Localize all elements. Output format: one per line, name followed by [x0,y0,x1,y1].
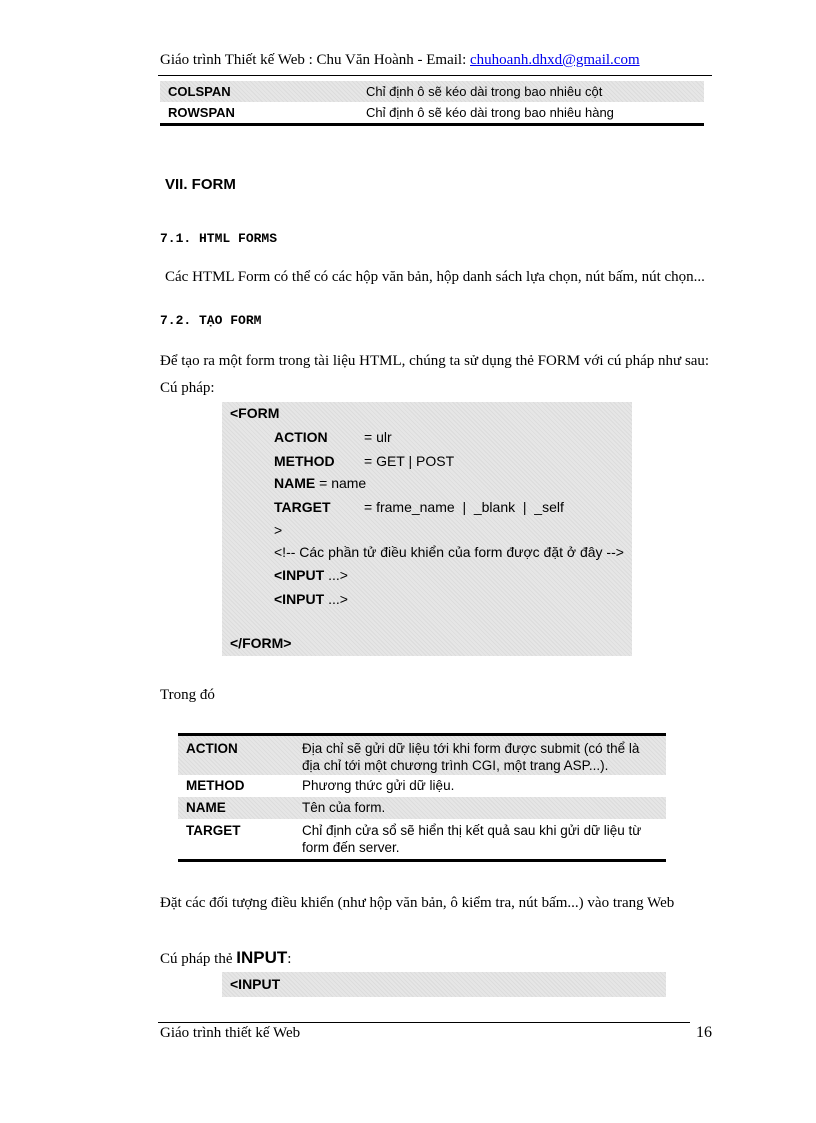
table-cell-desc: Địa chỉ sẽ gửi dữ liệu tới khi form được submit (có thể là địa chỉ tới một chương trình CGI, một trang ASP...). [302,741,640,773]
table-cell-attr: ACTION [186,741,238,756]
subsection-title-tao-form: 7.2. TẠO FORM [160,313,262,328]
section-title: VII. FORM [165,176,236,193]
input-syntax-code-block [222,972,666,997]
syntax-label: Cú pháp: [160,380,215,396]
code-action-value: = ulr [364,429,392,445]
table-cell-attr: ROWSPAN [168,105,235,120]
table-cell-desc: Chỉ định ô sẽ kéo dài trong bao nhiêu cột [366,84,603,99]
footer-rule [158,1022,690,1023]
paragraph-intro: Các HTML Form có thể có các hộp văn bản, hộp danh sách lựa chọn, nút bấm, nút chọn... [165,269,705,285]
table-cell-attr: TARGET [186,823,241,838]
page-number: 16 [696,1024,712,1041]
attribute-table-2 [178,733,666,862]
code-input-keyword: <INPUT [274,591,325,607]
paragraph-controls: Đặt các đối tượng điều khiển (như hộp văn bản, ô kiểm tra, nút bấm...) vào trang Web [160,895,675,911]
code-name-keyword: NAME [274,475,316,491]
code-input-rest: ...> [324,567,348,583]
table-cell-desc: Tên của form. [302,800,386,815]
header-rule [158,75,712,76]
code-tag-close-bracket: > [274,522,283,538]
table-row [160,102,704,123]
page-footer: Giáo trình thiết kế Web [160,1025,301,1041]
attribute-table-1 [160,81,704,126]
table-row [178,736,666,775]
code-input-keyword: <INPUT [274,567,325,583]
table-cell-desc: Chỉ định ô sẽ kéo dài trong bao nhiêu hàng [366,105,614,120]
form-syntax-code-block [222,402,632,656]
code-target-value: = frame_name | _blank | _self [364,499,564,515]
code-form-close: </FORM> [230,635,292,651]
table-bottom-rule [178,859,666,862]
code-form-open: <FORM [230,405,280,421]
table-row [178,797,666,819]
code-target-keyword: TARGET [274,499,331,515]
table-row [178,775,666,797]
table-cell-desc: Chỉ định cửa sổ sẽ hiển thị kết quả sau khi gửi dữ liệu từ form đến server. [302,823,642,855]
header-email-link[interactable]: chuhoanh.dhxd@gmail.com [470,52,640,68]
table-row [178,819,666,859]
code-input-open: <INPUT [230,976,281,992]
table-row [160,81,704,102]
code-comment: <!-- Các phần tử điều khiển của form được đặt ở đây --> [274,544,624,560]
code-method-keyword: METHOD [274,453,335,469]
input-syntax-tag: INPUT [236,948,288,967]
paragraph-form-tag: Để tạo ra một form trong tài liệu HTML, chúng ta sử dụng thẻ FORM với cú pháp như sau: [160,353,710,369]
subsection-title-html-forms: 7.1. HTML FORMS [160,231,278,246]
table-cell-desc: Phương thức gửi dữ liệu. [302,778,455,793]
code-name-value: = name [315,475,367,491]
input-syntax-prefix: Cú pháp thẻ [160,951,237,967]
table-bottom-rule [160,123,704,126]
header-text: Giáo trình Thiết kế Web : Chu Văn Hoành - Email: [160,52,470,68]
code-method-value: = GET | POST [364,453,455,469]
code-action-keyword: ACTION [274,429,328,445]
table-cell-attr: NAME [186,800,226,815]
table-cell-attr: COLSPAN [168,84,231,99]
input-syntax-suffix: : [287,951,292,967]
table-cell-attr: METHOD [186,778,245,793]
trong-do-label: Trong đó [160,687,215,703]
input-syntax-label [160,948,291,968]
code-input-rest: ...> [324,591,348,607]
page-header [160,52,640,69]
